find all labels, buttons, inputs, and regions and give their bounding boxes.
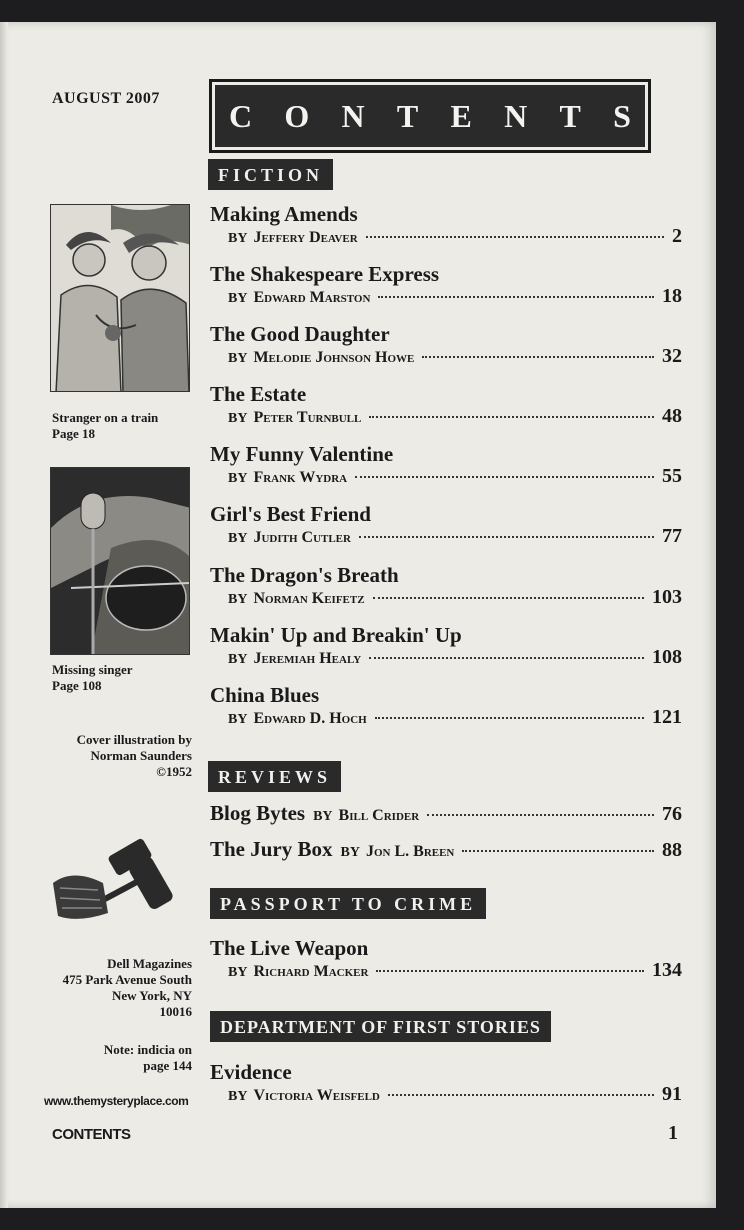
- story-page-number: 134: [652, 959, 682, 981]
- story-author: Jeremiah Healy: [253, 650, 362, 667]
- magazine-page: [0, 22, 716, 1208]
- gavel-drawing: [48, 828, 188, 928]
- page-spine-shadow: [0, 22, 8, 1208]
- story-author: Judith Cutler: [253, 529, 351, 546]
- review-title: Blog Bytes: [210, 801, 306, 825]
- leader-dots: [355, 476, 654, 478]
- story-title: The Estate: [210, 382, 307, 406]
- story-title: Making Amends: [210, 202, 358, 226]
- review-page-number: 88: [662, 839, 682, 861]
- story-page-number: 55: [662, 465, 682, 487]
- story-page-number: 108: [652, 646, 682, 668]
- story-author: Norman Keifetz: [253, 590, 365, 607]
- story-entry[interactable]: [210, 623, 682, 670]
- story-author: Victoria Weisfeld: [253, 1087, 380, 1104]
- leader-dots: [369, 657, 644, 659]
- leader-dots: [388, 1094, 654, 1096]
- leader-dots: [422, 356, 654, 358]
- story-title: The Live Weapon: [210, 936, 369, 960]
- illustration1-caption: [52, 410, 158, 442]
- story-page-number: 2: [672, 225, 682, 247]
- story-author: Jeffery Deaver: [253, 229, 358, 246]
- contents-letter: O: [284, 97, 310, 134]
- by-label: BY: [228, 1089, 248, 1104]
- story-title: The Shakespeare Express: [210, 262, 440, 286]
- cover-credit-line: Norman Saunders: [90, 748, 192, 763]
- story-byline: [228, 587, 682, 610]
- note-line: Note: indicia on: [103, 1042, 192, 1057]
- story-title: Evidence: [210, 1060, 292, 1084]
- singer-microphone-illustration: [50, 467, 190, 655]
- story-page-number: 121: [652, 706, 682, 728]
- story-author: Peter Turnbull: [253, 409, 362, 426]
- review-title: The Jury Box: [210, 837, 333, 861]
- story-entry[interactable]: [210, 382, 682, 429]
- story-byline: [228, 707, 682, 730]
- story-author: Frank Wydra: [253, 469, 348, 486]
- footer-label: CONTENTS: [52, 1126, 131, 1143]
- story-entry[interactable]: [210, 262, 682, 309]
- story-title: My Funny Valentine: [210, 442, 394, 466]
- story-author: Edward Marston: [253, 289, 371, 306]
- by-label: BY: [228, 471, 248, 486]
- story-byline: [228, 346, 682, 369]
- contents-letter: C: [229, 97, 253, 134]
- story-title: The Good Daughter: [210, 322, 390, 346]
- contents-letter: N: [341, 97, 365, 134]
- story-entry[interactable]: [210, 563, 682, 610]
- by-label: BY: [228, 291, 248, 306]
- fiction-heading: FICTION: [208, 159, 333, 190]
- story-page-number: 91: [662, 1083, 682, 1105]
- story-entry[interactable]: [210, 936, 682, 983]
- contents-letter: N: [504, 97, 528, 134]
- publisher-name: Dell Magazines: [107, 956, 192, 971]
- by-label: BY: [313, 809, 333, 824]
- page-number: 1: [668, 1122, 678, 1144]
- story-author: Edward D. Hoch: [253, 710, 367, 727]
- caption-text: Missing singer: [52, 662, 133, 677]
- story-entry[interactable]: [210, 322, 682, 369]
- passport-heading: PASSPORT TO CRIME: [210, 888, 486, 919]
- leader-dots: [378, 296, 654, 298]
- story-page-number: 32: [662, 345, 682, 367]
- cover-credit-line: Cover illustration by: [76, 732, 192, 747]
- story-author: Melodie Johnson Howe: [253, 349, 415, 366]
- story-byline: [228, 226, 682, 249]
- story-page-number: 48: [662, 405, 682, 427]
- story-byline: [228, 526, 682, 549]
- leader-dots: [373, 597, 644, 599]
- by-label: BY: [228, 411, 248, 426]
- leader-dots: [369, 416, 654, 418]
- by-label: BY: [228, 652, 248, 667]
- publisher-address: [40, 956, 192, 1020]
- story-page-number: 18: [662, 285, 682, 307]
- by-label: BY: [228, 965, 248, 980]
- illustration2-caption: [52, 662, 133, 694]
- publisher-street: 475 Park Avenue South: [62, 972, 192, 987]
- story-entry[interactable]: [210, 202, 682, 249]
- review-author: Jon L. Breen: [365, 843, 455, 860]
- story-title: Girl's Best Friend: [210, 502, 371, 526]
- by-label: BY: [228, 351, 248, 366]
- leader-dots: [375, 717, 644, 719]
- story-page-number: 103: [652, 586, 682, 608]
- by-label: BY: [340, 845, 360, 860]
- reviews-heading: REVIEWS: [208, 761, 341, 792]
- train-scene-drawing: [51, 205, 190, 392]
- contents-letter: S: [613, 97, 631, 134]
- train-scene-illustration: [50, 204, 190, 392]
- story-author: Richard Macker: [253, 963, 369, 980]
- story-byline: [228, 406, 682, 429]
- note-line: page 144: [143, 1058, 192, 1073]
- contents-title: [215, 85, 645, 147]
- review-page-number: 76: [662, 803, 682, 825]
- indicia-note: [40, 1042, 192, 1074]
- contents-title-box: [209, 79, 651, 153]
- story-byline: [228, 286, 682, 309]
- contents-letter: T: [559, 97, 581, 134]
- contents-letter: E: [450, 97, 472, 134]
- story-entry[interactable]: [210, 502, 682, 549]
- leader-dots: [427, 814, 654, 816]
- leader-dots: [462, 850, 654, 852]
- singer-drawing: [51, 468, 190, 655]
- by-label: BY: [228, 231, 248, 246]
- by-label: BY: [228, 531, 248, 546]
- leader-dots: [359, 536, 654, 538]
- by-label: BY: [228, 592, 248, 607]
- story-byline: [228, 1084, 682, 1107]
- contents-letter: T: [396, 97, 419, 134]
- caption-page: Page 108: [52, 678, 102, 693]
- story-page-number: 77: [662, 525, 682, 547]
- cover-credit: [40, 732, 192, 780]
- website-link[interactable]: www.themysteryplace.com: [44, 1094, 189, 1108]
- leader-dots: [376, 970, 644, 972]
- story-entry[interactable]: [210, 1060, 682, 1107]
- publisher-city: New York, NY: [111, 988, 192, 1003]
- caption-text: Stranger on a train: [52, 410, 159, 425]
- story-entry[interactable]: [210, 683, 682, 730]
- story-byline: [228, 647, 682, 670]
- leader-dots: [366, 236, 664, 238]
- story-title: The Dragon's Breath: [210, 563, 399, 587]
- story-byline: [228, 960, 682, 983]
- publisher-zip: 10016: [159, 1004, 192, 1019]
- by-label: BY: [228, 712, 248, 727]
- gavel-icon: [48, 828, 188, 928]
- issue-date: AUGUST 2007: [52, 90, 160, 107]
- story-title: China Blues: [210, 683, 320, 707]
- review-entry[interactable]: [210, 837, 682, 862]
- review-entry[interactable]: [210, 801, 682, 826]
- story-byline: [228, 466, 682, 489]
- first-stories-heading: DEPARTMENT OF FIRST STORIES: [210, 1011, 551, 1042]
- story-entry[interactable]: [210, 442, 682, 489]
- caption-page: Page 18: [52, 426, 95, 441]
- story-title: Makin' Up and Breakin' Up: [210, 623, 462, 647]
- cover-credit-line: ©1952: [156, 764, 192, 779]
- review-author: Bill Crider: [338, 807, 420, 824]
